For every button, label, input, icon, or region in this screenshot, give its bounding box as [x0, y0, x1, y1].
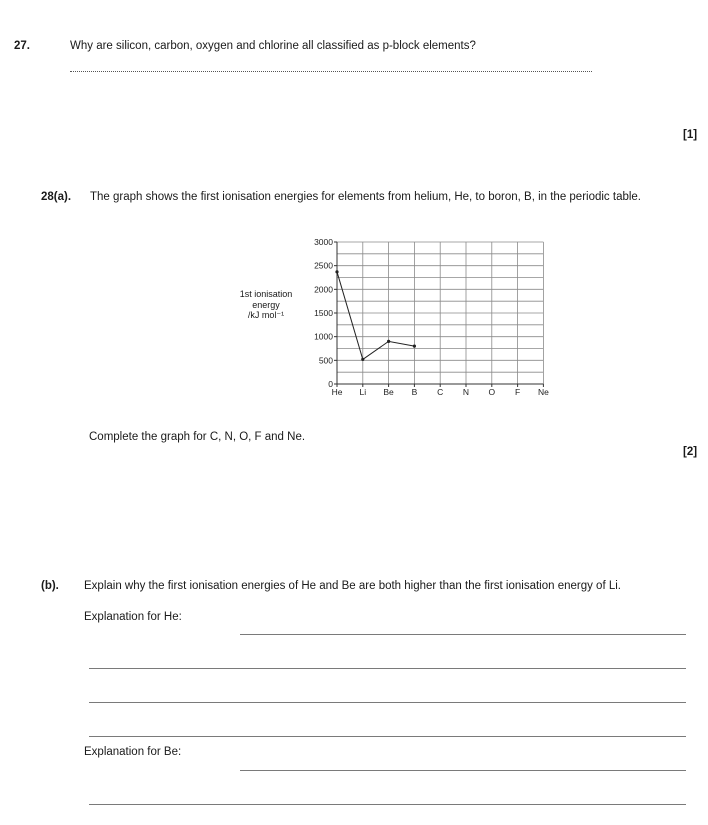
chart-series-line: [337, 272, 414, 360]
ionisation-energy-chart[interactable]: [290, 230, 560, 402]
he-answer-line-4[interactable]: [89, 736, 686, 737]
q28b-number: (b).: [41, 580, 59, 592]
he-explanation-label: Explanation for He:: [84, 611, 182, 623]
chart-data-point: [387, 340, 390, 343]
chart-x-tick-label: He: [331, 387, 343, 397]
chart-x-tick-label: B: [411, 387, 418, 397]
q28a-number: 28(a).: [41, 191, 72, 203]
chart-y-tick-label: 500: [318, 355, 333, 366]
be-explanation-label: Explanation for Be:: [84, 746, 182, 758]
be-answer-line-2[interactable]: [89, 804, 686, 805]
he-answer-line-3[interactable]: [89, 702, 686, 703]
he-answer-line-1[interactable]: [240, 634, 686, 635]
chart-y-label-line-1: 1st ionisation: [239, 289, 293, 299]
q27-answer-line[interactable]: [70, 71, 592, 72]
chart-x-tick-label: N: [462, 387, 470, 397]
he-answer-line-2[interactable]: [89, 668, 686, 669]
q27-question: Why are silicon, carbon, oxygen and chlorine all classified as p-block elements?: [70, 40, 476, 52]
chart-x-tick-label: Ne: [537, 387, 549, 397]
chart-y-tick-label: 1500: [314, 308, 333, 318]
chart-y-tick-label: 2000: [314, 284, 333, 295]
chart-x-tick-label: Li: [359, 387, 367, 397]
q28a-marks: [2]: [683, 446, 698, 458]
chart-data-point: [335, 270, 338, 273]
chart-data-point: [413, 345, 416, 348]
chart-y-label-line-2: energy: [252, 299, 280, 310]
chart-y-tick-label: 2500: [314, 260, 333, 271]
chart-y-label-line-3: /kJ mol⁻¹: [247, 310, 285, 320]
q27-number: 27.: [14, 40, 30, 52]
chart-y-tick-label: 1000: [314, 331, 333, 342]
be-answer-line-1[interactable]: [240, 770, 686, 771]
chart-x-tick-label: C: [437, 387, 444, 397]
chart-y-tick-label: 0: [328, 379, 333, 389]
q28b-question: Explain why the first ionisation energies of He and Be are both higher than the first ionisation energy of Li.: [84, 580, 621, 592]
chart-x-tick-label: O: [488, 387, 496, 397]
chart-x-tick-label: F: [514, 387, 521, 397]
q27-marks: [1]: [683, 129, 698, 141]
q28a-instruction: Complete the graph for C, N, O, F and Ne.: [89, 431, 306, 443]
chart-data-point: [361, 358, 364, 361]
chart-x-tick-label: Be: [383, 387, 394, 397]
q28a-intro: The graph shows the first ionisation energies for elements from helium, He, to boron, B, in the periodic table.: [90, 191, 642, 203]
chart-y-tick-label: 3000: [314, 237, 333, 247]
